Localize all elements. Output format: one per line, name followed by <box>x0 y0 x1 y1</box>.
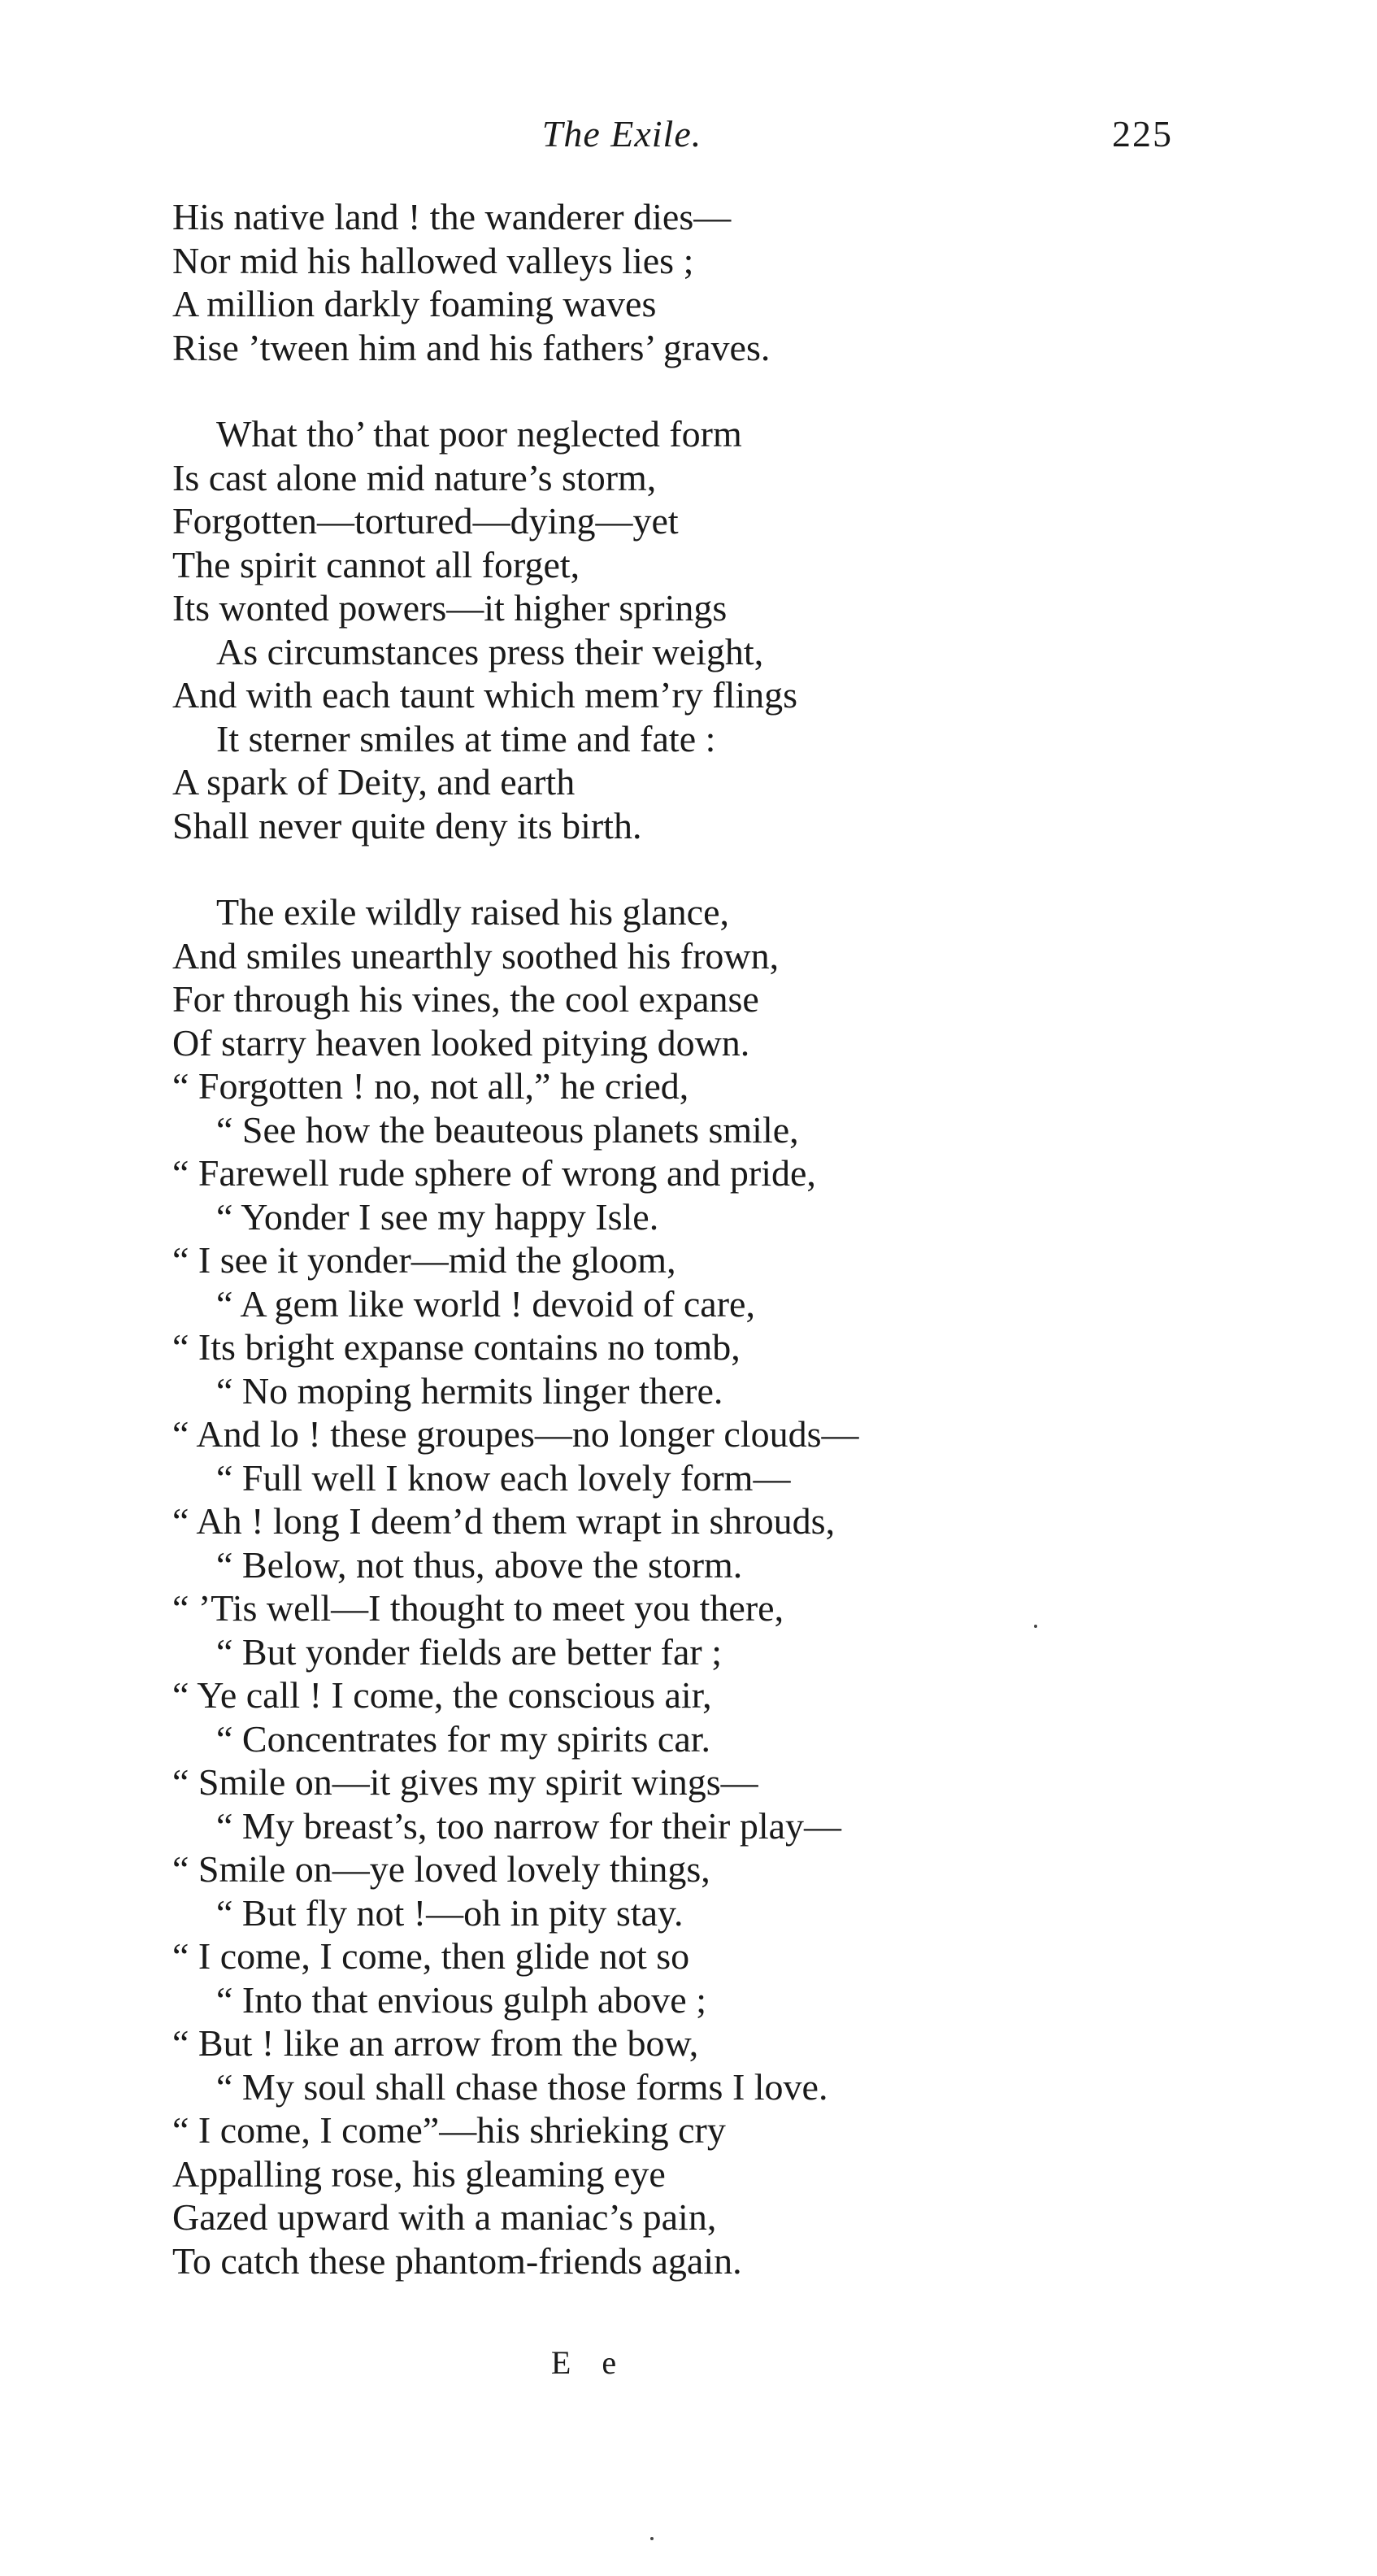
poem-line: Its wonted powers—it higher springs <box>172 587 728 629</box>
poem-line: Forgotten—tortured—dying—yet <box>172 500 679 542</box>
poem-line: “ I see it yonder—mid the gloom, <box>172 1239 676 1281</box>
poem-line: Nor mid his hallowed valleys lies ; <box>172 239 694 281</box>
poem-line: “ And lo ! these groupes—no longer clouds— <box>172 1413 859 1455</box>
poem-line: “ Ah ! long I deem’d them wrapt in shrouds, <box>172 1500 836 1542</box>
stanza <box>172 890 1278 2282</box>
poem-line: “ ’Tis well—I thought to meet you there, <box>172 1587 784 1629</box>
poem-line: “ But yonder fields are better far ; <box>216 1630 723 1673</box>
poem-line: For through his vines, the cool expanse <box>172 978 759 1020</box>
poem-line: “ A gem like world ! devoid of care, <box>216 1282 755 1325</box>
poem-line: Of starry heaven looked pitying down. <box>172 1021 750 1064</box>
poem-line: Rise ’tween him and his fathers’ graves. <box>172 326 771 368</box>
poem-line: “ My soul shall chase those forms I love. <box>216 2065 828 2108</box>
poem-line: “ I come, I come”—his shrieking cry <box>172 2109 726 2151</box>
poem-line: “ Smile on—it gives my spirit wings— <box>172 1761 758 1803</box>
poem-line: His native land ! the wanderer dies— <box>172 196 732 237</box>
poem-body <box>172 195 1278 2326</box>
poem-line: A million darkly foaming waves <box>172 283 657 324</box>
poem-line: “ Smile on—ye loved lovely things, <box>172 1848 710 1890</box>
poem-line: “ Farewell rude sphere of wrong and pride, <box>172 1152 816 1194</box>
poem-line: Is cast alone mid nature’s storm, <box>172 456 657 498</box>
poem-line: “ Into that envious gulph above ; <box>216 1978 706 2021</box>
poem-line: Gazed upward with a maniac’s pain, <box>172 2196 717 2238</box>
ink-speck <box>650 2537 654 2540</box>
poem-line: Appalling rose, his gleaming eye <box>172 2152 666 2195</box>
poem-line: And with each taunt which mem’ry flings <box>172 674 798 716</box>
poem-line: “ Below, not thus, above the storm. <box>216 1543 743 1586</box>
poem-line: “ But fly not !—oh in pity stay. <box>216 1891 684 1934</box>
poem-line: “ But ! like an arrow from the bow, <box>172 2022 699 2064</box>
stanza <box>172 195 1278 369</box>
poem-line: Shall never quite deny its birth. <box>172 804 642 846</box>
poem-line: The spirit cannot all forget, <box>172 543 580 585</box>
poem-line: “ My breast’s, too narrow for their play— <box>216 1804 842 1847</box>
poem-line: “ Forgotten ! no, not all,” he cried, <box>172 1065 689 1107</box>
stanza <box>172 412 1278 847</box>
poem-line: It sterner smiles at time and fate : <box>216 717 716 759</box>
signature-mark: E e <box>550 2344 628 2381</box>
poem-line: And smiles unearthly soothed his frown, <box>172 934 780 977</box>
poem-line: “ See how the beauteous planets smile, <box>216 1108 799 1151</box>
poem-line: “ Ye call ! I come, the conscious air, <box>172 1674 712 1716</box>
poem-line: The exile wildly raised his glance, <box>216 891 730 933</box>
poem-line: “ I come, I come, then glide not so <box>172 1935 690 1977</box>
poem-line: To catch these phantom-friends again. <box>172 2239 742 2282</box>
poem-line: As circumstances press their weight, <box>216 630 764 672</box>
poem-line: What tho’ that poor neglected form <box>216 413 742 455</box>
page-number: 225 <box>1112 113 1173 154</box>
poem-line: “ No moping hermits linger there. <box>216 1369 723 1412</box>
poem-line: A spark of Deity, and earth <box>172 761 576 803</box>
ink-speck <box>1034 1625 1037 1628</box>
poem-line: “ Full well I know each lovely form— <box>216 1456 791 1499</box>
running-title: The Exile. <box>541 113 702 154</box>
poem-line: “ Concentrates for my spirits car. <box>216 1717 711 1760</box>
poem-line: “ Its bright expanse contains no tomb, <box>172 1326 741 1368</box>
poem-line: “ Yonder I see my happy Isle. <box>216 1195 659 1238</box>
